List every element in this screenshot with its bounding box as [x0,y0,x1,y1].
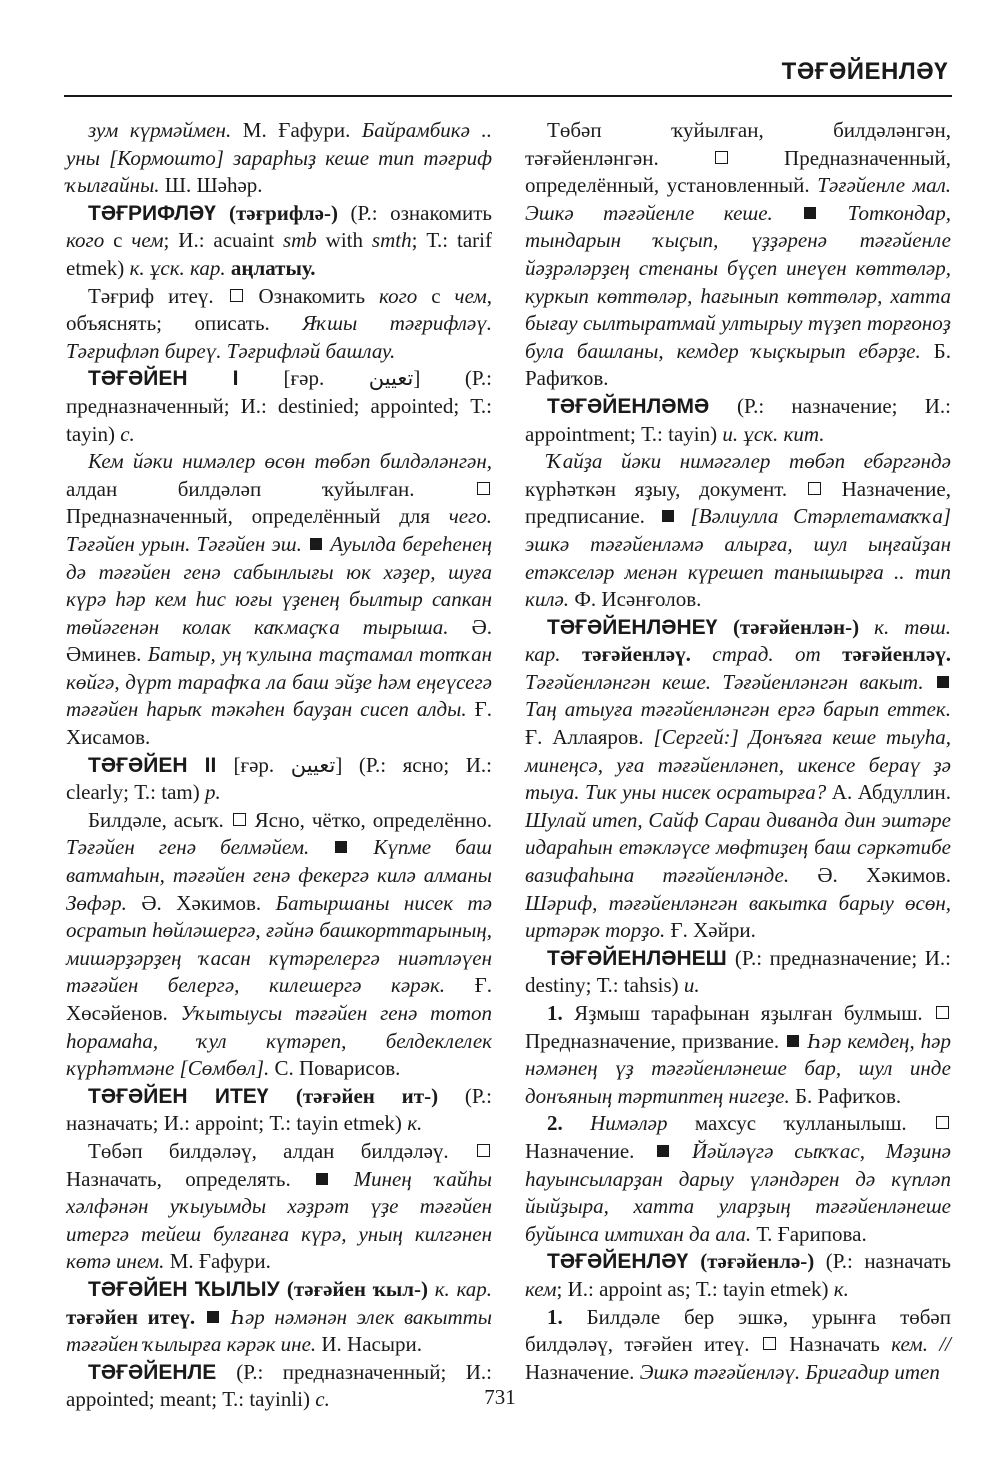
italic-text: [Сергей:] Донъяға кеше тыуһа, минеңсә, уға тәғәйенләнеп, икенсе бераү ҙә тыуа. Тик уны нисек осратырға? [525,725,951,805]
italic-text: р. [205,780,221,805]
page-number: 731 [484,1385,516,1409]
text-run: (Р.: предназначение; И.: destiny; Т.: tahsis) [525,945,952,998]
dictionary-paragraph [66,448,492,752]
text-run: [ғәр. تعيين] (Р.: предназначенный; И.: destinied; appointed; Т.: tayin) [66,366,493,446]
text-run: Ознакомить [244,283,380,308]
text-run [671,1139,692,1163]
bold-text: 2. [547,1111,591,1136]
filled-square-icon [207,1311,219,1323]
headword: ТӘҒӘЙЕНЛӘҮ [547,1250,701,1274]
text-run: Т. Ғарипова. [751,1221,867,1246]
dictionary-paragraph [525,1000,951,1110]
text-run: Ф. Исәнғолов. [569,587,702,612]
dictionary-paragraph [66,365,492,448]
text-run: Ш. Шәһәр. [159,173,263,198]
text-run: ; И.: acuaint [163,228,283,253]
text-run: Ғ. Хәйри. [665,918,756,943]
text-run [428,1277,435,1301]
open-square-icon [230,289,243,302]
italic-text: Шулай итеп, Сайф Сараи диванда дин эштәре идараһын етәкләүсе мөфтиҙең баш сәркәтибе вазифаһына тәғәйенләнде. [525,807,951,888]
text-run: с [417,283,455,308]
text-run: М. Ғафури. [231,118,362,142]
italic-text: и. ұск. кит. [722,421,825,446]
italic-text: кого [66,228,105,253]
italic-text: Һәр кемдең, һәр нәмәнең үҙ тәғәйенләнеше бар, шул инде донъяның тәртиптең нигеҙе. [525,1028,951,1108]
italic-text: кем. // [891,1332,951,1357]
dictionary-paragraph [66,1083,492,1138]
text-run [195,1305,205,1329]
text-run: Предназначенный, определённый, установленный. [525,145,951,198]
italic-text: Йәйләүгә сыҡҡас, Мәҙинә һауынсыларҙан дарыу үләндәрен дә күпләп йыйҙыра, хатта уларҙың тәғәйенләнеше буйынса имтихан да ала. [525,1138,951,1246]
dictionary-paragraph [66,752,492,807]
headword: ТӘҒӘЙЕНЛӘНЕШ [547,946,735,970]
bold-text: тәғәйенләү. [820,642,951,667]
italic-text: Батыршаны нисек тә осратып һөйләшергә, ғәйнә башкорттарының, мишәрҙәрҙең ҡасан күтәрелергә ниәтләүен тәғәйен белергә, килешергә кәрәк. [66,890,492,998]
filled-square-icon [316,1173,328,1185]
italic-text: Тәғәйен урын. Тәғәйен эш. [66,531,302,556]
italic-text: Тәғәйенле мал. Эшкә тәғәйенле кеше. [525,173,951,225]
text-run: Предназначение, призвание. [525,1028,786,1053]
text-run: махсус ҡулланылыш. [667,1111,935,1136]
text-run: Б. Рафиҡов. [789,1083,902,1108]
dictionary-paragraph [66,200,492,283]
text-run: Предназначенный, определённый для [66,504,449,529]
text-run: ; И.: appoint as; Т.: tayin etmek) [556,1276,834,1301]
italic-text: Эшкә тәғәйенләү. Бригадир итеп [639,1359,940,1384]
text-run [818,201,847,225]
text-run: Төбәп ҡуйылған, билдәләнгән, тәғәйенләнгән. [525,118,951,170]
italic-text: Кем йәки нимәлер өсөн төбәп билдәләнгән, [88,449,492,474]
text-run: Билдәле, асыҡ. [88,807,231,832]
italic-text: Минең ҡайһы хәлфәнән уҡыуымды хәҙрәт үҙе тәғәйен итергә тейеш булғанға күрә, уның килгәнен көтә инем. [66,1166,493,1274]
italic-text: кого [379,283,418,308]
text-run [221,1305,231,1329]
text-run [691,642,712,666]
italic-text: к. кар. [434,1276,493,1301]
open-square-icon [808,482,821,495]
open-square-icon [936,1116,949,1129]
text-run: М. Ғафури. [164,1249,271,1274]
italic-text: smth [371,228,412,253]
text-run: Ясно, чётко, определённо. [247,807,493,832]
text-run: Назначение. [525,1138,656,1163]
italic-text: Байрамбикә .. уны [Кормошто] зарарһыҙ кеше тип тәғриф ҡылғайны. [66,118,492,198]
italic-text: с. [315,1387,330,1412]
bold-text: (тәғәйенлән-) [732,614,860,639]
left-column [66,117,492,1414]
text-run [330,1167,353,1191]
dictionary-paragraph [525,393,951,448]
text-run: Билдәле бер эшкә, урынға төбәп билдәләү, тәғәйен итеү. [525,1304,951,1357]
open-square-icon [233,813,246,826]
dictionary-paragraph [525,614,951,945]
text-run: с [104,228,132,253]
italic-text: чего. [448,504,492,529]
text-run: алдан билдәләп ҡуйылған. [66,476,475,501]
text-run: Ә. Әминев. [66,614,492,667]
italic-text: чем [454,283,487,308]
bold-text: аңлатыу. [225,255,316,280]
filled-square-icon [662,510,674,522]
italic-text: к. [833,1276,849,1301]
text-run: Назначение. [525,1359,640,1384]
text-run [773,201,802,225]
text-run: Тәғриф итеү. [88,283,228,308]
italic-text: Шәриф, тәғәйенләнгән вакытка барыу өсөн, иртәрәк торҙо. [525,890,951,943]
text-run: Б. Рафиҡов. [525,338,951,391]
text-run: И. Насыри. [316,1332,422,1357]
filled-square-icon [335,841,347,853]
text-run: Назначение, предписание. [525,476,951,529]
dictionary-paragraph [66,1138,492,1276]
headword: ТӘҒРИФЛӘҮ [88,201,229,225]
text-run: (Р.: предназначенный; И.: appointed; meant; Т.: tayinli) [66,1359,492,1412]
bold-text: тәғәйенләү. [560,642,691,667]
italic-text: страд. от [712,642,821,667]
text-run: А. Абдуллин. [826,780,951,805]
filled-square-icon [804,207,816,219]
text-run [924,670,935,694]
text-run: ; Т.: tarif etmek) [66,228,492,280]
italic-text: к. [407,1111,423,1136]
text-run [302,532,308,556]
headword: ТӘҒӘЙЕНЛӘНЕҮ [547,615,733,639]
italic-text: к. ұск. кар. [129,255,226,280]
dictionary-paragraph [66,807,492,1083]
headword: ТӘҒӘЙЕНЛӘМӘ [547,394,738,418]
italic-text: Батыр, уң ҡулына таҫтамал тотҡан көйгә, дүрт тарафҡа ла баш эйҙе һәм еңеүсегә тәғәйен һарыҡ тәкәһен бауҙан сисеп алды. [66,642,492,722]
italic-text: зум күрмәймен. [88,118,232,142]
dictionary-paragraph [525,117,951,393]
italic-text: Уҡытыусы тәғәйен генә тотоп һорамаһа, ҡул күтәреп, белдеклелек күрһәтмәне [Сөмбөл]. [66,1001,492,1081]
text-run: Төбәп билдәләү, алдан билдәләү. [88,1138,475,1163]
text-run: (Р.: назначать; И.: appoint; Т.: tayin etmek) [66,1083,492,1136]
dictionary-paragraph [525,1248,951,1303]
italic-text: Тәғәйен генә белмәйем. [66,835,310,860]
italic-text: [Вәлиулла Стәрлетамаҡҡа] эшкә тәғәйенләмә алырға, шул ыңғайҙан етәкселәр менән күрешеп танышырға .. тип килә. [525,504,951,612]
text-run [349,835,373,859]
filled-square-icon [657,1145,669,1157]
bold-text: 1. [547,1001,575,1025]
headword: ТӘҒӘЙЕНЛЕ [88,1360,237,1384]
headword: ТӘҒӘЙЕН ІІ [88,753,234,777]
italic-text: Нимәләр [590,1111,668,1136]
open-square-icon [477,1144,490,1157]
italic-text: к. төш. кар. [525,614,952,667]
text-run: Ғ. Хисамов. [66,697,493,750]
bold-text: (тәғрифлә-) [228,200,338,225]
italic-text: Ауылда береһенең дә тәғәйен генә сабынлығы юк хәҙер, шуға күрә һәр кем һис юғы үҙенең былтыр сапкан төйәгенән колак каҡмаҫҡа тырыша. [66,531,493,639]
dictionary-paragraph [525,1110,951,1248]
text-run [859,615,874,639]
dictionary-paragraph [525,448,951,614]
text-run [309,835,333,859]
italic-text: Тәғәйенләнгән кеше. Тәғәйенләнгән вакыт. [525,669,924,694]
text-run: , объяснять; описать. [66,283,493,336]
italic-text: Таң атыуға тәғәйенләнгән ергә барып еттек. [525,697,951,722]
dictionary-paragraph [66,1276,492,1359]
text-run: (Р.: назначение; И.: appointment; Т.: tayin) [525,393,951,446]
text-run: Ғ. Аллаяров. [525,725,654,750]
dictionary-paragraph [66,117,492,200]
bold-text: тәғәйен итеү. [66,1304,196,1329]
filled-square-icon [310,538,322,550]
headword: ТӘҒӘЙЕН І [88,367,284,391]
dictionary-paragraph [525,945,951,1000]
running-header: ТӘҒӘЙЕНЛӘҮ [781,58,948,85]
italic-text: Тоткондар, тындарын ҡыҫып, үҙҙәренә тәғәйенле йәҙрәләрҙең стенаны бүҫеп инеүен көттөләр, куркып көттөләр, һағынып көттөләр, хатта бығау сылтыратмай ултырыу түҙеп торғоноҙ була башланы, кемдер ҡыҫкырып ебәрҙе. [525,200,951,363]
text-run: (Р.: назначать [814,1249,951,1274]
text-run: [ғәр. تعيين] (Р.: ясно; И.: clearly; Т.: tam) [66,752,492,805]
open-square-icon [477,482,490,495]
italic-text: кем [525,1276,557,1301]
italic-text: Һәр нәмәнән элек вакытты тәғәйен ҡылырға кәрәк ине. [66,1304,493,1357]
italic-text: и. [683,973,700,998]
italic-text: Яҡшы тәғрифләү. Тәғрифләп биреү. Тәғрифләй башлау. [66,311,492,363]
text-run: Назначать, определять. [66,1166,315,1191]
dictionary-paragraph [66,283,492,366]
header-rule [64,95,952,97]
dictionary-paragraph [525,1304,951,1387]
text-run: С. Поварисов. [269,1056,401,1081]
text-run: Яҙмыш тарафынан яҙылған булмыш. [574,1001,935,1025]
text-run: Назначать [777,1332,892,1357]
bold-text: (тәғәйенлә-) [700,1249,815,1274]
headword: ТӘҒӘЙЕН ИТЕҮ [88,1084,296,1108]
italic-text: Ҡайҙа йәки нимәгәлер төбәп ебәргәндә [547,449,951,474]
open-square-icon [715,151,728,164]
text-run: with [316,228,372,253]
italic-text: с. [120,421,135,446]
italic-text: Күпме баш ватмаһын, тәғәйен генә фекергә килә алманы Зөфәр. [66,835,492,915]
right-column [525,117,951,1386]
headword: ТӘҒӘЙЕН ҠЫЛЫУ [88,1277,287,1301]
filled-square-icon [937,676,949,688]
bold-text: (тәғәйен ҡыл-) [286,1276,429,1301]
italic-text: smb [282,228,317,253]
open-square-icon [763,1337,776,1350]
text-run: (Р.: ознакомить [338,200,492,225]
text-run: Ғ. Хөсәйенов. [66,973,492,1025]
bold-text: 1. [547,1304,587,1329]
text-run: Ә. Хәкимов. [126,890,276,915]
text-run: Ә. Хәкимов. [789,863,951,888]
text-run: күрһәткән яҙыу, документ. [525,476,806,501]
bold-text: (тәғәйен ит-) [295,1083,439,1108]
open-square-icon [936,1006,949,1019]
text-run [676,504,691,528]
filled-square-icon [787,1035,799,1047]
italic-text: чем [131,228,164,253]
